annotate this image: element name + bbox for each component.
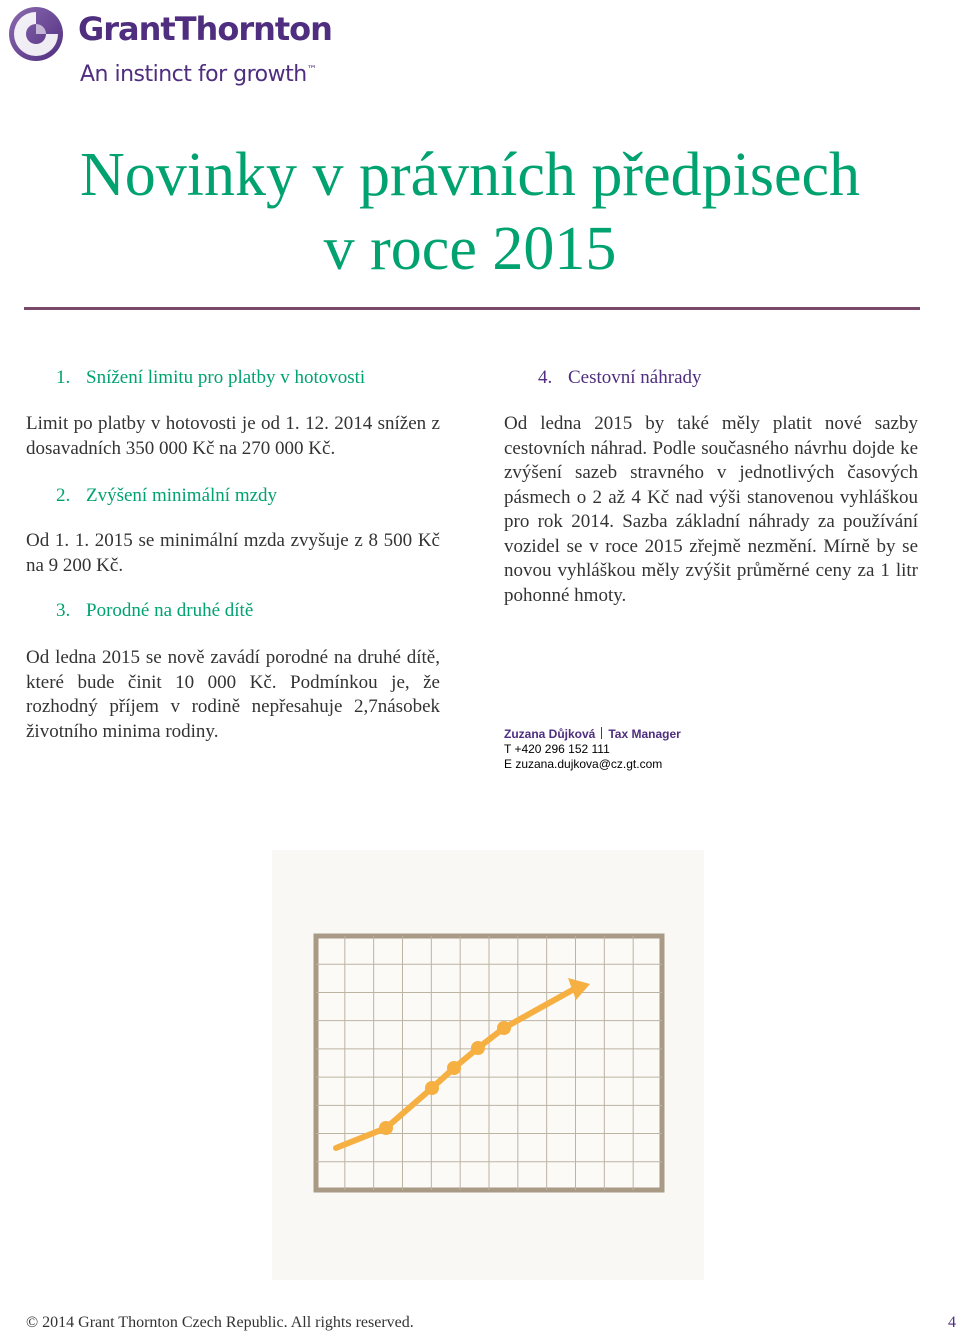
section-text-3: Od ledna 2015 se nově zavádí porodné na druhé dítě, které bude činit 10 000 Kč. Podmínkou je, že rozhodný příjem v rodině nepřesahuje 2,7násobek životního minima rodiny. [26,647,440,742]
page-title [0,138,940,286]
title-line-1: Novinky v právních předpisech [80,141,860,209]
title-divider [24,307,920,310]
trend-point [379,1121,393,1135]
section-text-2: Od 1. 1. 2015 se minimální mzda zvyšuje z 8 500 Kč na 9 200 Kč. [26,530,440,576]
grant-thornton-swirl-icon [6,4,70,68]
contact-block [504,727,681,772]
section-title: Cestovní náhrady [568,367,702,388]
section-heading-3 [26,599,440,623]
section-title: Zvýšení minimální mzdy [86,485,278,506]
section-number: 3. [56,600,71,621]
section-number: 4. [538,367,553,388]
section-heading-1 [26,366,440,390]
left-column [26,366,440,744]
growth-chart-illustration [272,850,704,1280]
trend-point [447,1061,461,1075]
trend-point [471,1041,485,1055]
trend-point [497,1021,511,1035]
contact-email: E zuzana.dujkova@cz.gt.com [504,757,663,771]
contact-phone: T +420 296 152 111 [504,742,610,756]
section-heading-2 [26,484,440,508]
section-number: 1. [56,367,71,388]
section-text-4: Od ledna 2015 by také měly platit nové sazby cestovních náhrad. Podle současného návrhu dojde ke zvýšení sazeb stravného v jednotlivých časových pásmech o 2 až 4 Kč nad výši stanovenou vyhláškou pro rok 2014. Sazba základní náhrady za používání vozidel se v roce 2015 zřejmě nezmění. Mírně by se novou vyhláškou měly zvýšit průměrné ceny za 1 litr pohonné hmoty. [504,413,918,606]
contact-name-line [504,727,681,742]
section-title: Porodné na druhé dítě [86,600,254,621]
page-number: 4 [948,1314,956,1331]
section-heading-4 [504,366,918,390]
section-title: Snížení limitu pro platby v hotovosti [86,367,366,388]
grant-thornton-logo [6,4,332,96]
trend-point [425,1081,439,1095]
contact-role: Tax Manager [608,727,681,741]
section-number: 2. [56,485,71,506]
brand-name: GrantThornton [78,10,332,48]
right-column [504,366,918,608]
footer-copyright: © 2014 Grant Thornton Czech Republic. All rights reserved. [26,1314,414,1331]
brand-tagline-text: An instinct for growth [80,62,307,87]
section-text-1: Limit po platby v hotovosti je od 1. 12. 2014 snížen z dosavadních 350 000 Kč na 270 000 Kč. [26,413,440,459]
trademark-mark: ™ [306,64,317,76]
title-line-2: v roce 2015 [323,215,617,283]
contact-name: Zuzana Důjková [504,727,596,741]
brand-tagline [80,62,316,87]
separator [601,727,602,739]
